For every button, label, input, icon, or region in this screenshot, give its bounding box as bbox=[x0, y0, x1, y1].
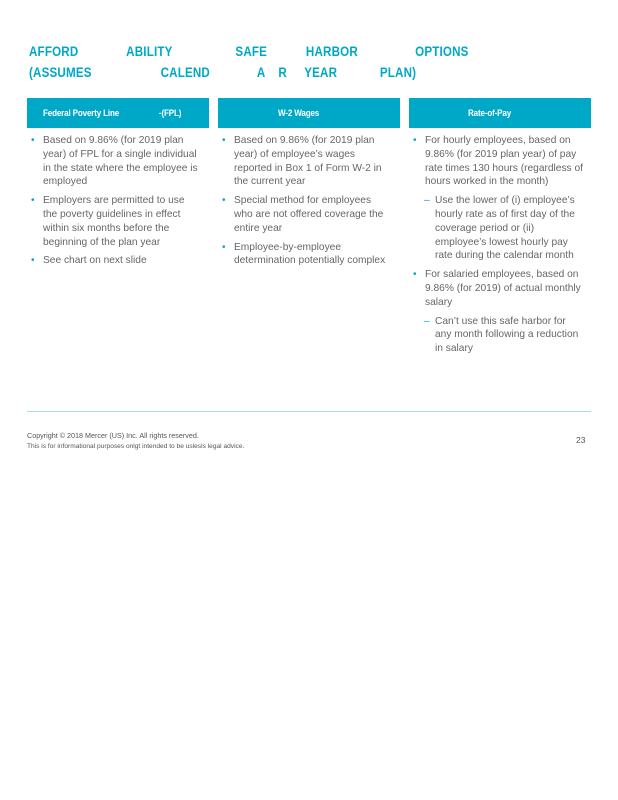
title-word: OPTIONS bbox=[415, 44, 469, 59]
bullet-item: • For hourly employees, based on 9.86% (for 2019 plan year) of pay rate times 130 hours (regardless of hours worked in the month) bbox=[409, 134, 583, 189]
column-body-fpl bbox=[27, 134, 199, 273]
title-word: A bbox=[256, 65, 266, 80]
bullet-item: • Special method for employees who are not offered coverage the entire year bbox=[218, 194, 390, 235]
bullet-item: • Employers are permitted to use the poverty guidelines in effect within six months before the beginning of the plan year bbox=[27, 194, 199, 249]
footer-divider bbox=[27, 411, 591, 412]
column-header-label: Rate-of-Pay bbox=[468, 108, 512, 118]
title-word: HARBOR bbox=[305, 44, 358, 59]
column-header-fpl bbox=[27, 98, 209, 128]
disclaimer-text: This is for informational purposes onlgt intended to be uslesls legal advice. bbox=[27, 443, 245, 450]
sub-bullet-item: – Can’t use this safe harbor for any month following a reduction in salary bbox=[409, 315, 583, 356]
page-number: 23 bbox=[576, 435, 586, 445]
title-word: PLAN) bbox=[379, 65, 417, 80]
column-header-label: W-2 Wages bbox=[278, 108, 320, 118]
column-header-label: -(FPL) bbox=[159, 108, 182, 118]
column-header-w2 bbox=[218, 98, 400, 128]
title-word: R bbox=[278, 65, 287, 80]
title-word: YEAR bbox=[304, 65, 338, 80]
title-word: CALEND bbox=[160, 65, 210, 80]
bullet-item: • Based on 9.86% (for 2019 plan year) of FPL for a single individual in the state where the employee is employed bbox=[27, 134, 199, 189]
bullet-item: • Employee-by-employee determination potentially complex bbox=[218, 241, 390, 269]
title-word: ABILITY bbox=[126, 44, 173, 59]
column-header-label: Federal Poverty Line bbox=[43, 108, 120, 118]
copyright-text: Copyright © 2018 Mercer (US) Inc. All rights reserved. bbox=[27, 431, 199, 440]
title-word: SAFE bbox=[235, 44, 268, 59]
column-body-rate-of-pay bbox=[409, 134, 583, 361]
slide-title-line-2 bbox=[29, 65, 511, 83]
bullet-item: • Based on 9.86% (for 2019 plan year) of employee’s wages reported in Box 1 of Form W-2 in the current year bbox=[218, 134, 390, 189]
column-body-w2 bbox=[218, 134, 390, 273]
title-word: AFFORD bbox=[29, 44, 79, 59]
slide-title-line-1 bbox=[29, 44, 511, 62]
title-word: (ASSUMES bbox=[29, 65, 92, 80]
bullet-item: • For salaried employees, based on 9.86% (for 2019) of actual monthly salary bbox=[409, 268, 583, 309]
sub-bullet-item: – Use the lower of (i) employee’s hourly rate as of first day of the coverage period or (ii) employee’s lowest hourly pay rate during the calendar month bbox=[409, 194, 583, 263]
bullet-item: • See chart on next slide bbox=[27, 254, 199, 268]
column-header-rate-of-pay bbox=[409, 98, 591, 128]
